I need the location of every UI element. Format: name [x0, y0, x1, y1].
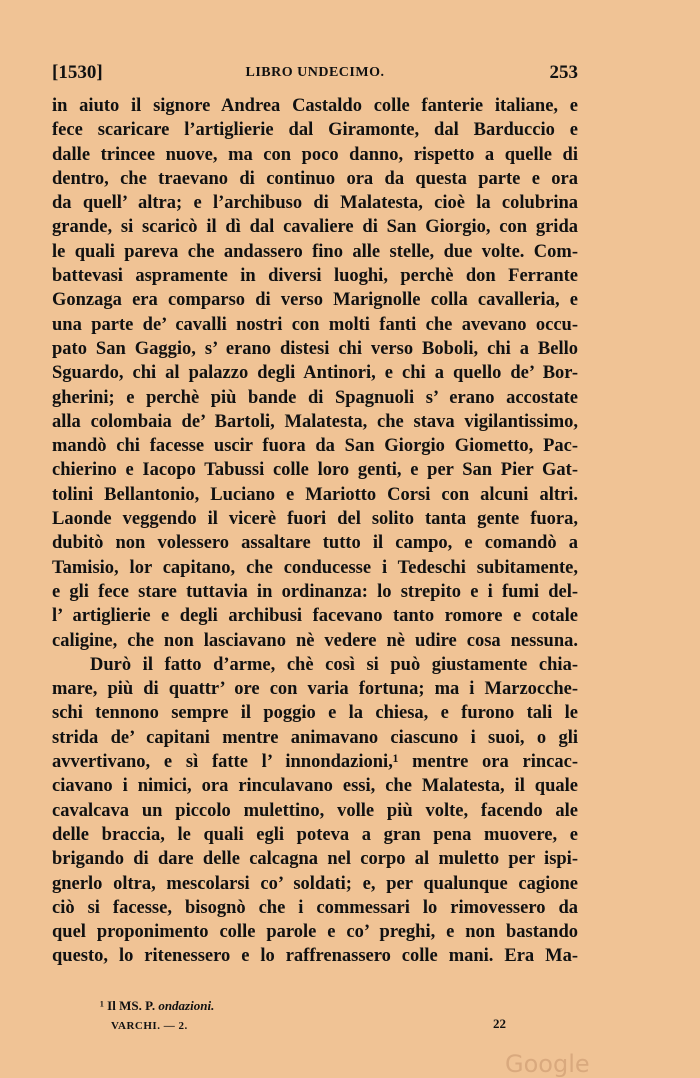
text-line: chierino e Iacopo Tabussi colle loro genti, e per San Pier Gat-	[52, 460, 578, 481]
text-line: fece scaricare l’artiglierie dal Giramonte, dal Barduccio e	[52, 120, 578, 141]
text-line: alla colombaia de’ Bartoli, Malatesta, che stava vigilantissimo,	[52, 411, 578, 432]
text-line: gherini; e perchè più bande di Spagnuoli s’ erano accostate	[52, 387, 578, 408]
text-line: tolini Bellantonio, Luciano e Mariotto Corsi con alcuni altri.	[52, 484, 578, 505]
text-line: cavalcava un piccolo mulettino, volle più volte, facendo ale	[52, 800, 578, 821]
text-line: brigando di dare delle calcagna nel corpo al muletto per ispi-	[52, 849, 578, 870]
signature-mark: VARCHI. — 2.	[111, 1020, 188, 1032]
signature-number: 22	[493, 1016, 506, 1031]
footnote-italic: ondazioni.	[158, 998, 215, 1013]
text-line: Tamisio, lor capitano, che conducesse i Tedeschi subitamente,	[52, 557, 578, 578]
text-line: una parte de’ cavalli nostri con molti fanti che avevano occu-	[52, 314, 578, 335]
watermark: Google	[505, 1050, 590, 1078]
text-line: grande, si scaricò il dì dal cavaliere di San Giorgio, con grida	[52, 217, 578, 238]
text-line: battevasi aspramente in diversi luoghi, perchè don Ferrante	[52, 266, 578, 287]
text-line: da quell’ altra; e l’archibuso di Malatesta, cioè la colubrina	[52, 193, 578, 214]
text-line: dubitò non volessero assaltare tutto il campo, e comandò a	[52, 533, 578, 554]
text-line: dentro, che traevano di continuo ora da questa parte e ora	[52, 168, 578, 189]
text-line: quel proponimento colle parole e co’ preghi, e non bastando	[52, 922, 578, 943]
text-line: Laonde veggendo il vicerè fuori del solito tanta gente fuora,	[52, 509, 578, 530]
text-line: schi tennono sempre il poggio e la chiesa, e furono tali le	[52, 703, 578, 724]
text-line: Durò il fatto d’arme, chè così si può giustamente chia-	[90, 654, 578, 675]
text-line: Sguardo, chi al palazzo degli Antinori, e chi a quello de’ Bor-	[52, 363, 578, 384]
body-text	[52, 94, 578, 969]
text-line: e gli fece stare tuttavia in ordinanza: lo strepito e i fumi del-	[52, 581, 578, 602]
text-line: dalle trincee nuove, ma con poco danno, rispetto a quelle di	[52, 144, 578, 165]
text-line: mandò chi facesse uscir fuora da San Giorgio Giometto, Pac-	[52, 436, 578, 457]
footnote	[100, 998, 214, 1014]
text-line: ciò si facesse, bisognò che i commessari lo rimovessero da	[52, 897, 578, 918]
text-line: pato San Gaggio, s’ erano distesi chi verso Boboli, chi a Bello	[52, 338, 578, 359]
text-line: ciavano i nimici, ora rinculavano essi, che Malatesta, il quale	[52, 776, 578, 797]
text-line: Gonzaga era comparso di verso Marignolle colla cavalleria, e	[52, 290, 578, 311]
header-title: LIBRO UNDECIMO.	[245, 65, 385, 80]
footnote-marker: ¹	[100, 998, 104, 1013]
header-year: [1530]	[52, 62, 103, 83]
text-line: mare, più di quattr’ ore con varia fortuna; ma i Marzocche-	[52, 679, 578, 700]
text-line: questo, lo ritenessero e lo raffrenassero colle mani. Era Ma-	[52, 946, 578, 967]
text-line: in aiuto il signore Andrea Castaldo colle fanterie italiane, e	[52, 96, 578, 116]
text-line: caligine, che non lasciavano nè vedere nè udire cosa nessuna.	[52, 630, 578, 651]
text-line: avvertivano, e sì fatte l’ innondazioni,¹ mentre ora rincac-	[52, 752, 578, 773]
footnote-text: Il MS. P.	[103, 998, 159, 1013]
text-line: strida de’ capitani mentre animavano ciascuno i suoi, o gli	[52, 727, 578, 748]
text-line: le quali pareva che andassero fino alle stelle, due volte. Com-	[52, 241, 578, 262]
text-line: delle braccia, le quali egli poteva a gran pena muovere, e	[52, 824, 578, 845]
running-header	[52, 62, 578, 86]
page-number: 253	[549, 62, 578, 83]
text-line: gnerlo oltra, mescolarsi co’ soldati; e, per qualunque cagione	[52, 873, 578, 894]
text-line: l’ artiglierie e degli archibusi facevano tanto romore e cotale	[52, 606, 578, 627]
